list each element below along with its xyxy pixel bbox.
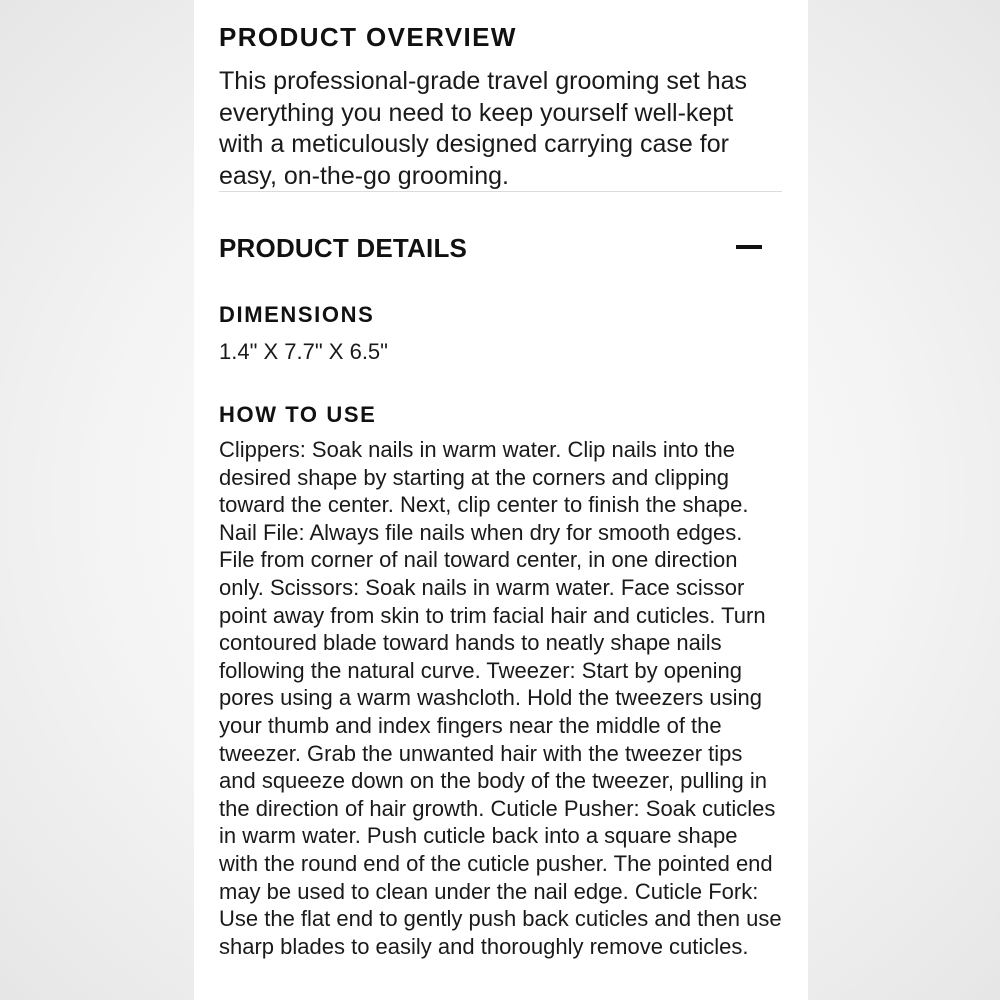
section-divider [219, 191, 782, 192]
product-overview-text: This professional-grade travel grooming set has everything you need to keep yourself well-kept with a meticulously designed carrying case for easy, on-the-go grooming. [219, 67, 748, 190]
product-details-heading: PRODUCT DETAILS [219, 233, 468, 263]
dimensions-heading: DIMENSIONS [219, 302, 375, 327]
product-info-panel [194, 0, 808, 1000]
dimensions-value: 1.4" X 7.7" X 6.5" [219, 339, 388, 364]
product-details-toggle[interactable] [219, 226, 782, 270]
minus-icon[interactable] [736, 245, 762, 249]
how-to-use-text: Clippers: Soak nails in warm water. Clip nails into the desired shape by starting at the corners and clipping toward the center. Next, clip center to finish the shape. Nail File: Always file nails when dry for smooth edges. File from corner of nail toward center, in one direction only. Scissors: Soak nails in warm water. Face scissor point away from skin to trim facial hair and cuticles. Turn contoured blade toward hands to neatly shape nails following the natural curve. Tweezer: Start by opening pores using a warm washcloth. Hold the tweezers using your thumb and index fingers near the middle of the tweezer. Grab the unwanted hair with the tweezer tips and squeeze down on the body of the tweezer, pulling in the direction of hair growth. Cuticle Pusher: Soak cuticles in warm water. Push cuticle back into a square shape with the round end of the cuticle pusher. The pointed end may be used to clean under the nail edge. Cuticle Fork: Use the flat end to gently push back cuticles and then use sharp blades to easily and thoroughly remove cuticles. [219, 437, 782, 959]
product-overview-heading: PRODUCT OVERVIEW [219, 22, 517, 52]
how-to-use-heading: HOW TO USE [219, 402, 377, 427]
